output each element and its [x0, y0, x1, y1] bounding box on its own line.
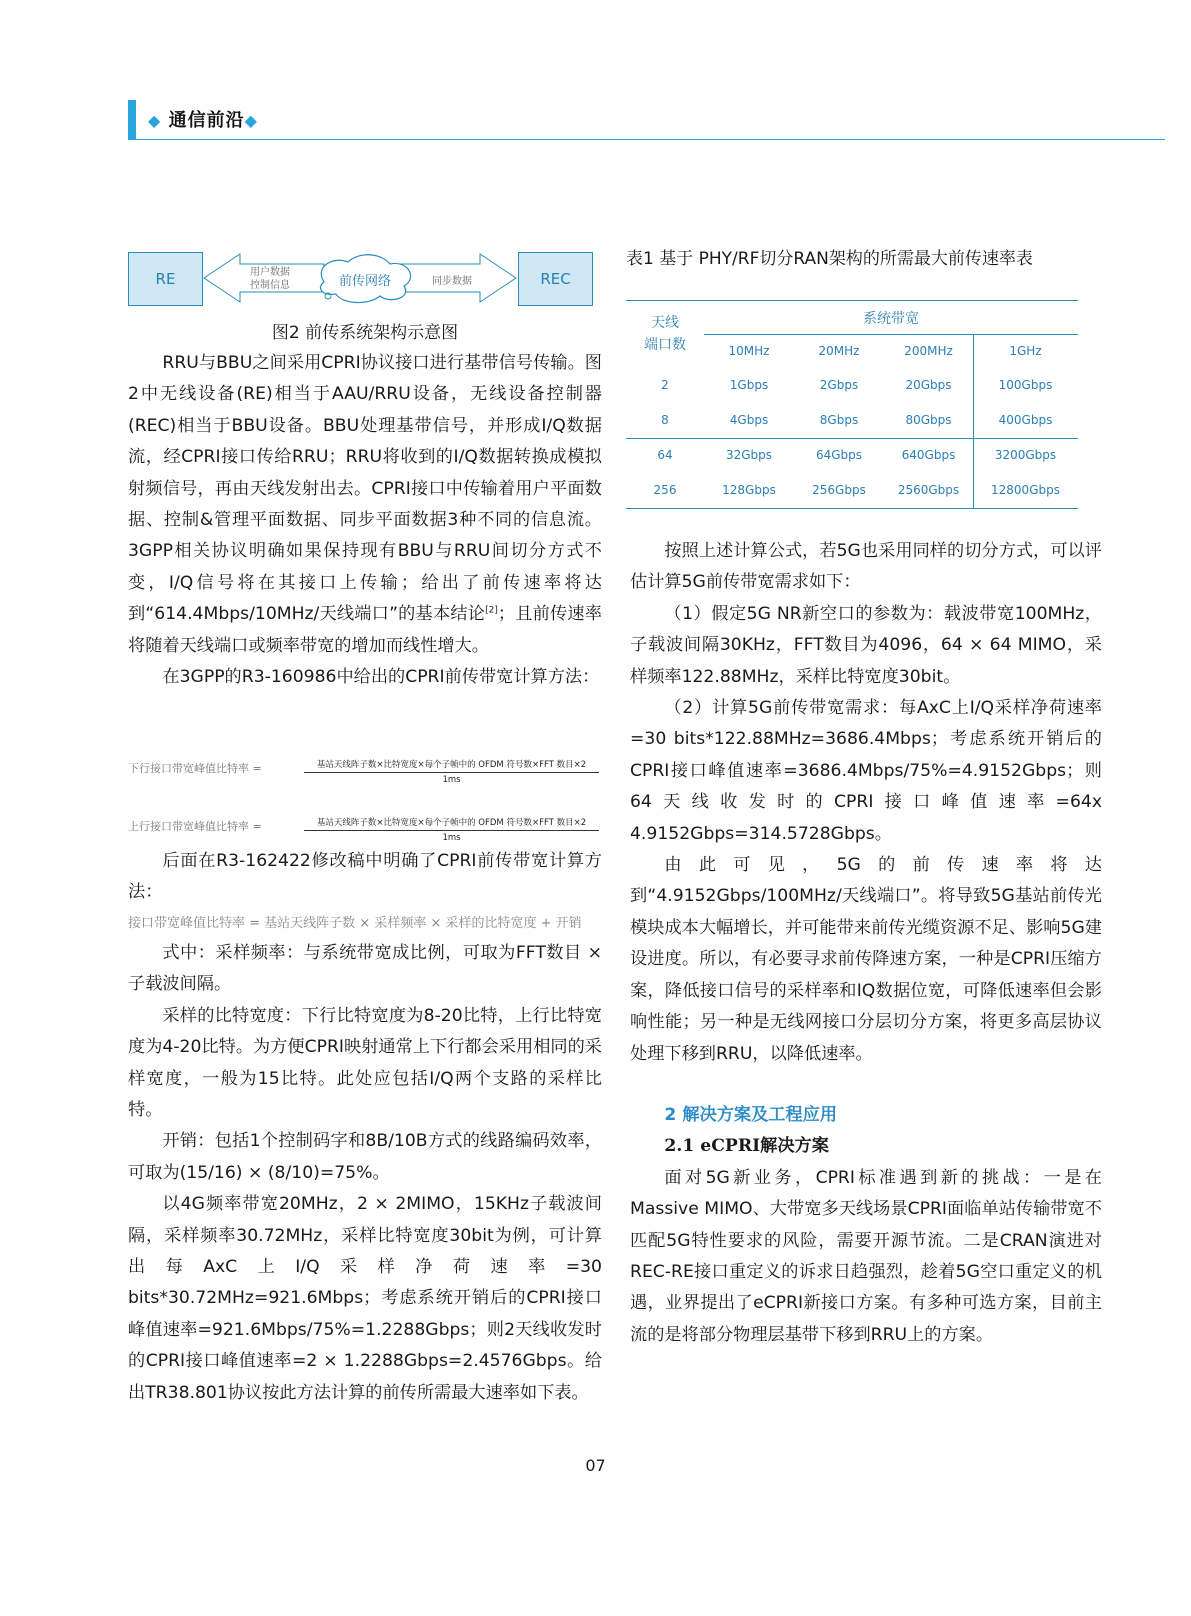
paragraph-text: RRU与BBU之间采用CPRI协议接口进行基带信号传输。图2中无线设备(RE)相当于AAU/RRU设备，无线设备控制器(REC)相当于BBU设备。BBU处理基带信号，并形成I/Q数据流，经CPRI接口传给RRU；RRU将收到的I/Q数据转换成模拟射频信号，再由天线发射出去。CPRI接口中传输着用户平面数据、控制&管理平面数据、同步平面数据3种不同的信息流。3GPP相关协议明确如果保持现有BBU与RRU间切分方式不变，I/Q信号将在其接口上传输；给出了前传速率将达到“614.4Mbps/10MHz/天线端口”的基本结论: [128, 353, 602, 625]
right-column: [630, 536, 1102, 1351]
rate-cell: 8Gbps: [819, 413, 859, 427]
paragraph: 式中：采样频率：与系统带宽成比例，可取为FFT数目 × 子载波间隔。: [128, 943, 602, 995]
rate-cell: 64Gbps: [815, 448, 863, 462]
header-accent-bar: [128, 100, 136, 140]
ports-cell: 8: [661, 413, 669, 427]
page-number: 07: [585, 1456, 606, 1475]
bandwidth-header: 1GHz: [1009, 344, 1042, 358]
re-box: RE: [128, 252, 203, 306]
paragraph: （1）假定5G NR新空口的参数为：载波带宽100MHz，子载波间隔30KHz，FFT数目为4096，64 × 64 MIMO，采样频率122.88MHz，采样比特宽度30bit。: [630, 603, 1102, 687]
rate-cell: 12800Gbps: [991, 483, 1060, 497]
bandwidth-header: 20MHz: [818, 344, 860, 358]
left-column-bottom: [128, 938, 602, 1409]
left-arrow-label: [240, 266, 300, 292]
formula-denominator: 1ms: [442, 833, 461, 843]
formula-lhs: 下行接口带宽峰值比特率 =: [128, 762, 262, 775]
formula-denominator: 1ms: [442, 775, 461, 785]
paragraph: 按照上述计算公式，若5G也采用同样的切分方式，可以评估计算5G前传带宽需求如下：: [630, 541, 1102, 593]
header-line: 天线: [651, 315, 679, 331]
ports-cell: 256: [653, 483, 677, 497]
header-line: 端口数: [644, 337, 686, 353]
formula-numerator: 基站天线阵子数×比特宽度×每个子帧中的 OFDM 符号数×FFT 数目×2: [304, 758, 599, 773]
table-rule: [704, 334, 1078, 335]
downlink-formula: [128, 758, 602, 786]
bandwidth-header: 10MHz: [728, 344, 770, 358]
subsection-heading: 2.1 eCPRI解决方案: [664, 1136, 829, 1157]
table-caption: 表1 基于 PHY/RF切分RAN架构的所需最大前传速率表: [626, 249, 1033, 269]
rate-cell: 32Gbps: [725, 448, 773, 462]
rate-cell: 256Gbps: [812, 483, 866, 497]
header-rule: [128, 139, 1165, 140]
arrow-label-line: 控制信息: [250, 280, 290, 291]
table-rule: [626, 508, 1078, 509]
left-column-mid: [128, 846, 602, 909]
rate-cell: 128Gbps: [722, 483, 776, 497]
paragraph: 面对5G新业务，CPRI标准遇到新的挑战：一是在Massive MIMO、大带宽多天线场景CPRI面临单站传输带宽不匹配5G特性要求的风险，需要开源节流。二是CRAN演进对REC-RE接口重定义的诉求日趋强烈，趁着5G空口重定义的机遇，业界提出了eCPRI新接口方案。有多种可选方案，目前主流的是将部分物理层基带下移到RRU上的方案。: [630, 1167, 1102, 1345]
figure-caption: 图2 前传系统架构示意图: [271, 323, 459, 343]
paragraph: 采样的比特宽度：下行比特宽度为8-20比特，上行比特宽度为4-20比特。为方便CPRI映射通常上下行都会采用相同的采样宽度，一般为15比特。此处应包括I/Q两个支路的采样比特。: [128, 1005, 602, 1121]
running-header: [148, 106, 258, 132]
rate-cell: 2Gbps: [819, 378, 859, 392]
arrow-label-line: 用户数据: [250, 267, 290, 278]
ports-header: [626, 312, 704, 356]
rec-box: REC: [518, 252, 593, 306]
table-rule: [626, 438, 1078, 439]
rate-cell: 4Gbps: [729, 413, 769, 427]
formula-fraction: [304, 758, 599, 785]
section-heading: 2 解决方案及工程应用: [664, 1104, 838, 1125]
paragraph: 由此可见，5G的前传速率将达到“4.9152Gbps/100MHz/天线端口”。将导致5G基站前传光模块成本大幅增长，并可能带来前传光缆资源不足、影响5G建设进度。所以，有必要寻求前传降速方案，一种是CPRI压缩方案，降低接口信号的采样率和IQ数据位宽，可降低速率但会影响性能；另一种是无线网接口分层切分方案，将更多高层协议处理下移到RRU，以降低速率。: [630, 855, 1102, 1064]
left-column-top: [128, 348, 602, 693]
rate-cell: 1Gbps: [729, 378, 769, 392]
cpri-bandwidth-formula: 接口带宽峰值比特率 = 基站天线阵子数 × 采样频率 × 采样的比特宽度 + 开销: [128, 916, 582, 931]
header-title: 通信前沿: [168, 110, 245, 131]
bandwidth-header: 200MHz: [904, 344, 953, 358]
rate-cell: 20Gbps: [905, 378, 952, 392]
rate-cell: 3200Gbps: [994, 448, 1057, 462]
right-arrow-label: 同步数据: [432, 276, 472, 287]
paragraph: 后面在R3-162422修改稿中明确了CPRI前传带宽计算方法：: [128, 851, 602, 903]
diamond-icon: ◆: [148, 111, 162, 130]
paragraph: 开销：包括1个控制码字和8B/10B方式的线路编码效率，可取为(15/16) × (8/10)=75%。: [128, 1131, 602, 1183]
rate-cell: 640Gbps: [901, 448, 956, 462]
ports-cell: 2: [661, 378, 669, 392]
ports-cell: 64: [657, 448, 673, 462]
formula-lhs: 上行接口带宽峰值比特率 =: [128, 820, 262, 833]
citation-ref: [2]: [485, 605, 498, 616]
bandwidth-group-header: 系统带宽: [863, 311, 919, 327]
cloud-label: 前传网络: [338, 274, 391, 289]
paragraph: （2）计算5G前传带宽需求：每AxC上I/Q采样净荷速率=30 bits*122.88MHz=3686.4Mbps；考虑系统开销后的CPRI接口峰值速率=3686.4Mbps/75%=4.9152Gbps；则64天线收发时的CPRI接口峰值速率=64x 4.9152Gbps=314.5728Gbps。: [630, 698, 1102, 844]
table-rule: [626, 300, 1078, 301]
fronthaul-architecture-figure: [128, 252, 602, 312]
paragraph: 在3GPP的R3-160986中给出的CPRI前传带宽计算方法：: [162, 667, 600, 688]
fronthaul-rate-table: [626, 300, 1078, 510]
rate-cell: 400Gbps: [998, 413, 1053, 427]
paragraph-text: ；且前传速率将随着天线端口或频率带宽的增加而线性增大。: [128, 604, 602, 656]
paragraph: [128, 348, 602, 662]
uplink-formula: [128, 816, 602, 844]
rate-cell: 2560Gbps: [897, 483, 960, 497]
rate-cell: 100Gbps: [998, 378, 1053, 392]
paragraph: 以4G频率带宽20MHz，2 × 2MIMO，15KHz子载波间隔，采样频率30.72MHz，采样比特宽度30bit为例，可计算出每AxC上I/Q采样净荷速率=30 bits*30.72MHz=921.6Mbps；考虑系统开销后的CPRI接口峰值速率=921.6Mbps/75%=1.2288Gbps；则2天线收发时的CPRI接口峰值速率=2 × 1.2288Gbps=2.4576Gbps。给出TR38.801协议按此方法计算的前传所需最大速率如下表。: [128, 1194, 602, 1403]
rate-cell: 80Gbps: [905, 413, 952, 427]
formula-fraction: [304, 816, 599, 843]
formula-numerator: 基站天线阵子数×比特宽度×每个子帧中的 OFDM 符号数×FFT 数目×2: [304, 816, 599, 831]
diamond-icon: ◆: [244, 111, 258, 130]
